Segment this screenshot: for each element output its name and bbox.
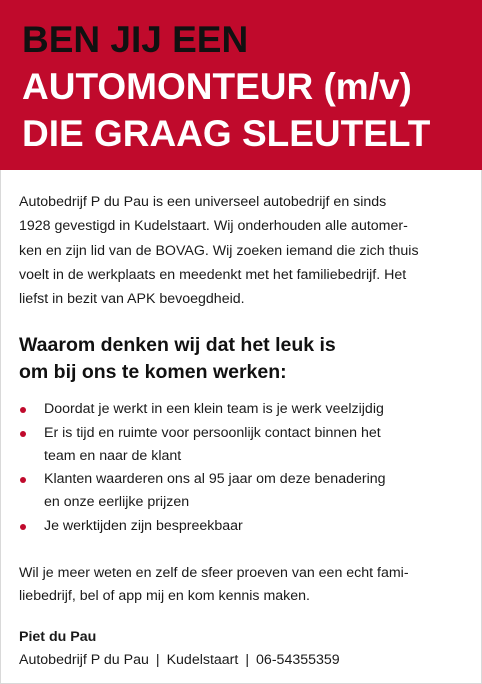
intro-line: voelt in de werkplaats en meedenkt met het familiebedrijf. Het	[19, 266, 407, 283]
bullet-dot-icon	[20, 407, 26, 413]
intro-line: liefst in bezit van APK bevoegdheid.	[19, 291, 245, 308]
intro-line: Autobedrijf P du Pau is een universeel autobedrijf en sinds	[19, 194, 387, 210]
intro-line: 1928 gevestigd in Kudelstaart. Wij onderhouden alle automer-	[19, 218, 408, 235]
contact-name: Piet du Pau	[19, 628, 97, 645]
phone-number[interactable]: 06-54355359	[256, 652, 340, 669]
cta-line: liebedrijf, bel of app mij en kom kennis maken.	[19, 588, 310, 605]
list-item-text: en onze eerlijke prijzen	[44, 494, 190, 511]
reasons-list	[19, 398, 464, 537]
bullet-dot-icon	[20, 477, 26, 483]
separator: |	[155, 652, 160, 669]
list-item-text: Je werktijden zijn bespreekbaar	[44, 517, 243, 534]
location: Kudelstaart	[166, 652, 239, 669]
headline-line-1: BEN JIJ EEN	[22, 19, 249, 60]
section-heading-line-2: om bij ons te komen werken:	[19, 361, 287, 384]
intro-line: ken en zijn lid van de BOVAG. Wij zoeken iemand die zich thuis	[19, 242, 419, 259]
list-item-text: Er is tijd en ruimte voor persoonlijk contact binnen het	[44, 424, 381, 441]
bullet-dot-icon	[20, 524, 26, 530]
intro-paragraph	[19, 190, 464, 311]
list-item	[19, 398, 464, 421]
separator: |	[245, 652, 250, 669]
headline-line-2: AUTOMONTEUR (m/v)	[22, 66, 412, 107]
header-banner	[0, 0, 482, 170]
list-item	[19, 422, 464, 468]
headline-line-3: DIE GRAAG SLEUTELT	[22, 113, 431, 154]
call-to-action	[19, 562, 464, 609]
ad-body	[19, 190, 464, 673]
list-item-text: team en naar de klant	[44, 447, 182, 464]
section-heading	[19, 332, 464, 386]
list-item-text: Klanten waarderen ons al 95 jaar om deze benadering	[44, 471, 386, 488]
bullet-dot-icon	[20, 431, 26, 437]
signature-block	[19, 626, 464, 673]
section-heading-line-1: Waarom denken wij dat het leuk is	[19, 334, 336, 357]
list-item-text: Doordat je werkt in een klein team is je werk veelzijdig	[44, 401, 384, 418]
cta-line: Wil je meer weten en zelf de sfeer proeven van een echt fami-	[19, 564, 409, 581]
list-item	[19, 515, 464, 538]
list-item	[19, 468, 464, 514]
company-name: Autobedrijf P du Pau	[19, 652, 149, 669]
